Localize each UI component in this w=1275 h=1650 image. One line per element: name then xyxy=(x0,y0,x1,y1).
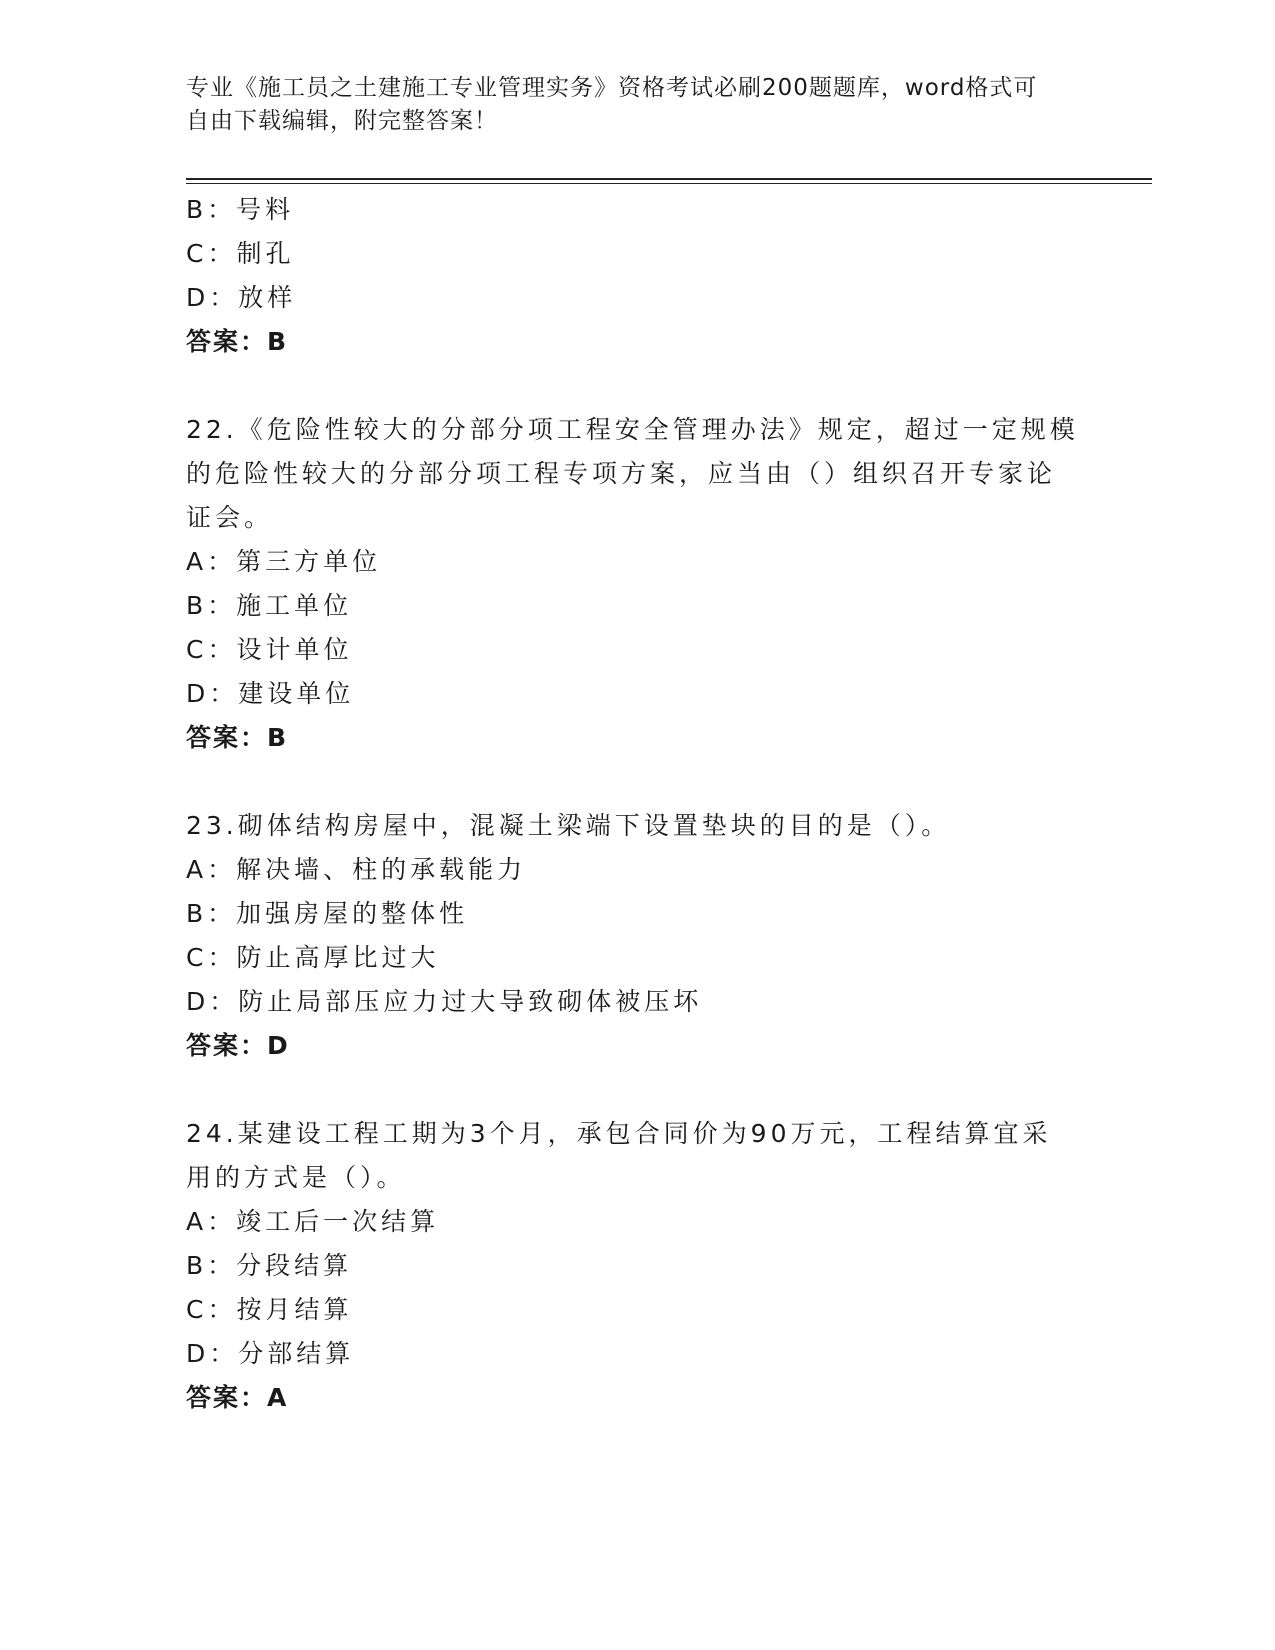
q22-option-a: A：第三方单位 xyxy=(186,547,382,576)
header-line-1: 专业《施工员之土建施工专业管理实务》资格考试必刷200题题库，word格式可 xyxy=(186,75,1038,101)
q24-option-c: C：按月结算 xyxy=(186,1295,353,1324)
q22-option-d: D：建设单位 xyxy=(186,679,355,708)
header-divider-thin xyxy=(186,183,1152,184)
q21-option-c: C：制孔 xyxy=(186,239,295,268)
header-divider-thick xyxy=(186,178,1152,180)
q22-answer: 答案：B xyxy=(186,723,289,752)
q24-option-a: A：竣工后一次结算 xyxy=(186,1207,440,1236)
q24-stem-line-2: 用的方式是（）。 xyxy=(186,1163,406,1192)
q21-option-b: B：号料 xyxy=(186,195,295,224)
q23-stem-line-1: 23.砌体结构房屋中，混凝土梁端下设置垫块的目的是（）。 xyxy=(186,811,951,840)
q22-stem-line-3: 证会。 xyxy=(186,503,274,532)
q24-stem-line-1: 24.某建设工程工期为3个月，承包合同价为90万元，工程结算宜采 xyxy=(186,1119,1052,1148)
q23-option-d: D：防止局部压应力过大导致砌体被压坏 xyxy=(186,987,703,1016)
q22-stem-line-1: 22.《危险性较大的分部分项工程安全管理办法》规定，超过一定规模 xyxy=(186,415,1079,444)
q21-option-d: D：放样 xyxy=(186,283,297,312)
q24-option-d: D：分部结算 xyxy=(186,1339,355,1368)
document-header xyxy=(186,72,1066,138)
q23-answer: 答案：D xyxy=(186,1031,290,1060)
q24-answer: 答案：A xyxy=(186,1383,289,1412)
q23-option-c: C：防止高厚比过大 xyxy=(186,943,440,972)
q23-option-a: A：解决墙、柱的承载能力 xyxy=(186,855,527,884)
q21-answer: 答案：B xyxy=(186,327,289,356)
header-line-2: 自由下载编辑，附完整答案！ xyxy=(186,108,498,134)
q22-option-b: B：施工单位 xyxy=(186,591,353,620)
q22-option-c: C：设计单位 xyxy=(186,635,353,664)
q23-option-b: B：加强房屋的整体性 xyxy=(186,899,469,928)
q24-option-b: B：分段结算 xyxy=(186,1251,353,1280)
q22-stem-line-2: 的危险性较大的分部分项工程专项方案，应当由（）组织召开专家论 xyxy=(186,459,1057,488)
